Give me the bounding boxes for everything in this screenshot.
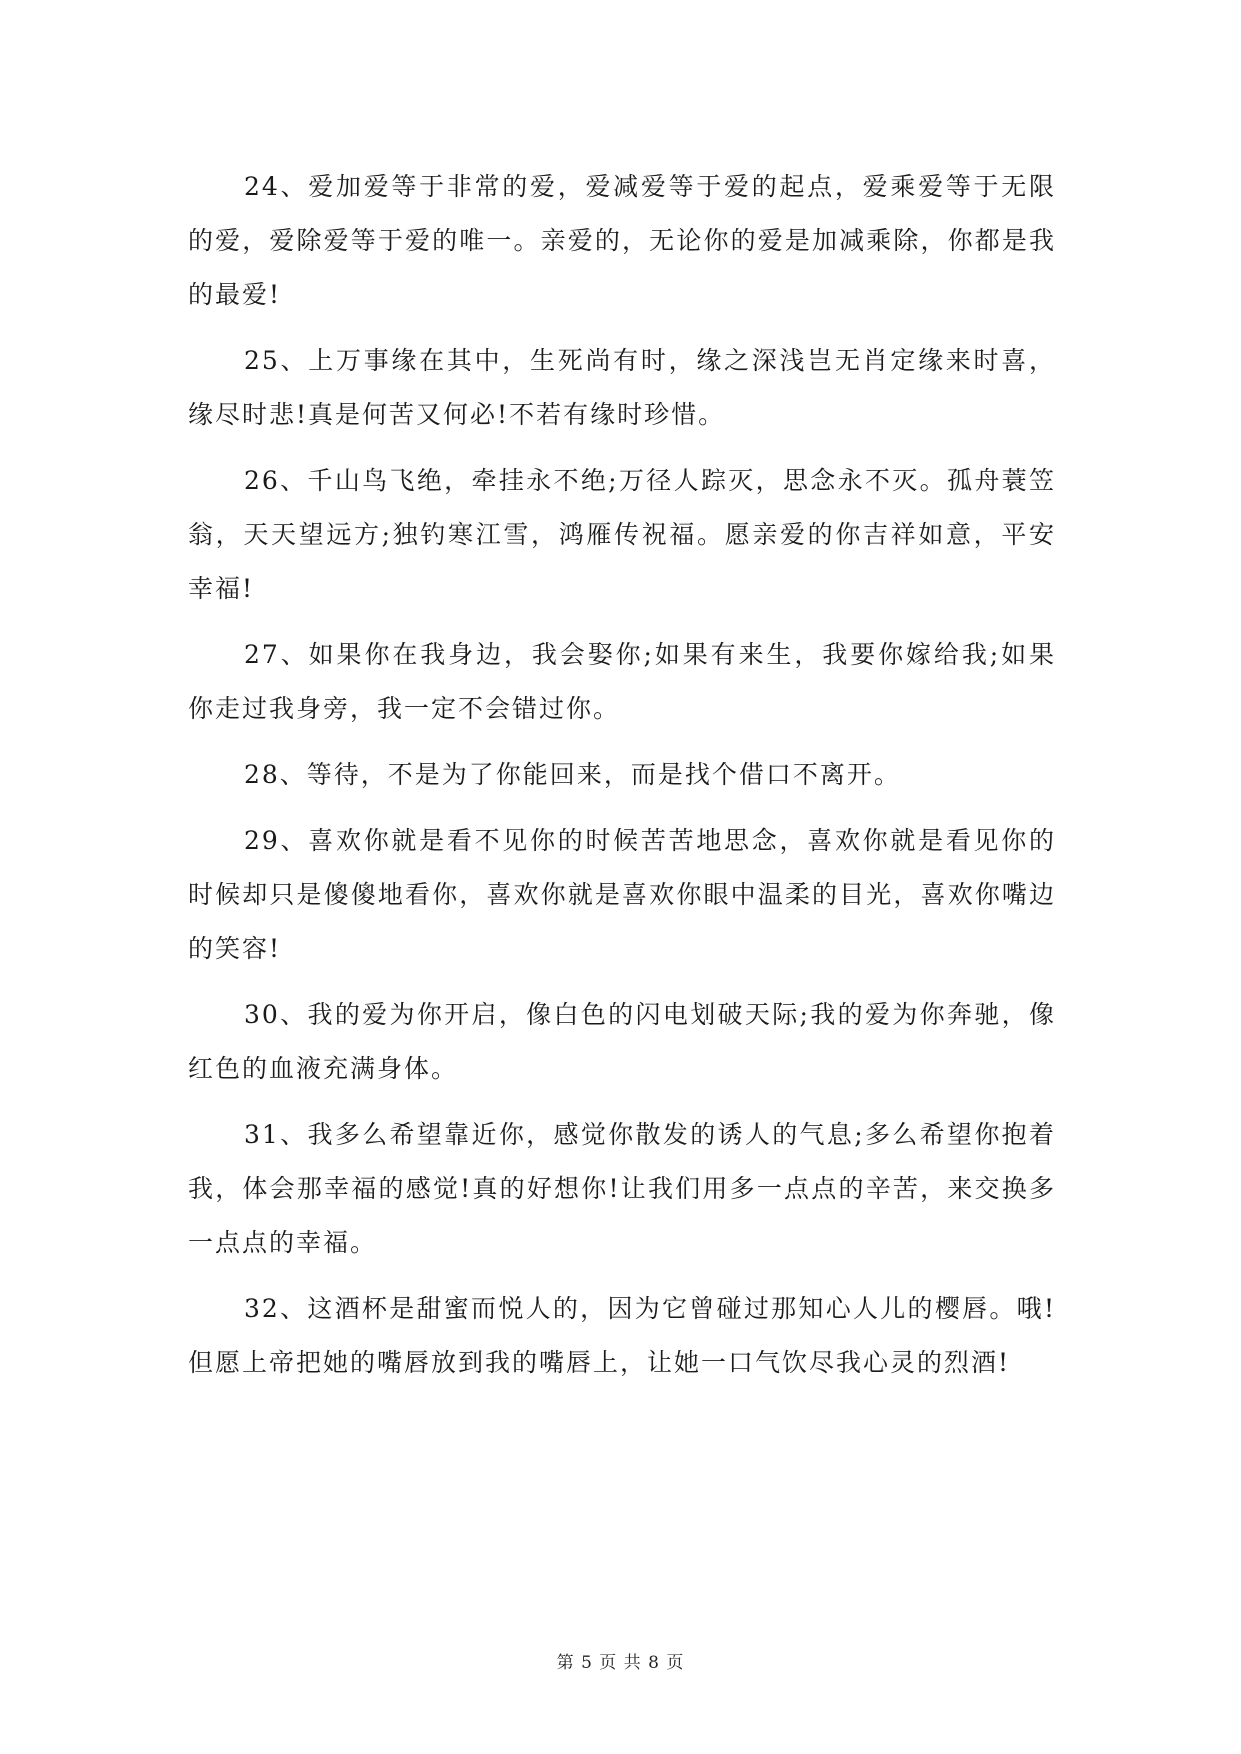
paragraph-24: 24、爱加爱等于非常的爱，爱减爱等于爱的起点，爱乘爱等于无限的爱，爱除爱等于爱的唯一。亲爱的，无论你的爱是加减乘除，你都是我的最爱! xyxy=(188,172,1056,309)
paragraph-32: 32、这酒杯是甜蜜而悦人的，因为它曾碰过那知心人儿的樱唇。哦!但愿上帝把她的嘴唇放到我的嘴唇上，让她一口气饮尽我心灵的烈酒! xyxy=(188,1294,1056,1377)
paragraph-25: 25、上万事缘在其中，生死尚有时，缘之深浅岂无肖定缘来时喜，缘尽时悲!真是何苦又何必!不若有缘时珍惜。 xyxy=(188,346,1056,429)
paragraph-26: 26、千山鸟飞绝，牵挂永不绝;万径人踪灭，思念永不灭。孤舟蓑笠翁，天天望远方;独钓寒江雪，鸿雁传祝福。愿亲爱的你吉祥如意，平安幸福! xyxy=(188,466,1056,603)
paragraph-27: 27、如果你在我身边，我会娶你;如果有来生，我要你嫁给我;如果你走过我身旁，我一定不会错过你。 xyxy=(188,640,1056,723)
paragraph-30: 30、我的爱为你开启，像白色的闪电划破天际;我的爱为你奔驰，像红色的血液充满身体。 xyxy=(188,1000,1056,1083)
page-footer xyxy=(0,1648,1241,1673)
paragraph-31: 31、我多么希望靠近你，感觉你散发的诱人的气息;多么希望你抱着我，体会那幸福的感觉!真的好想你!让我们用多一点点的辛苦，来交换多一点点的幸福。 xyxy=(188,1120,1056,1257)
paragraph-28: 28、等待，不是为了你能回来，而是找个借口不离开。 xyxy=(244,760,901,789)
page-number-label: 第 5 页 共 8 页 xyxy=(556,1653,685,1673)
paragraph-29: 29、喜欢你就是看不见你的时候苦苦地思念，喜欢你就是看见你的时候却只是傻傻地看你，喜欢你就是喜欢你眼中温柔的目光，喜欢你嘴边的笑容! xyxy=(188,826,1056,963)
document-body xyxy=(188,160,1056,1402)
